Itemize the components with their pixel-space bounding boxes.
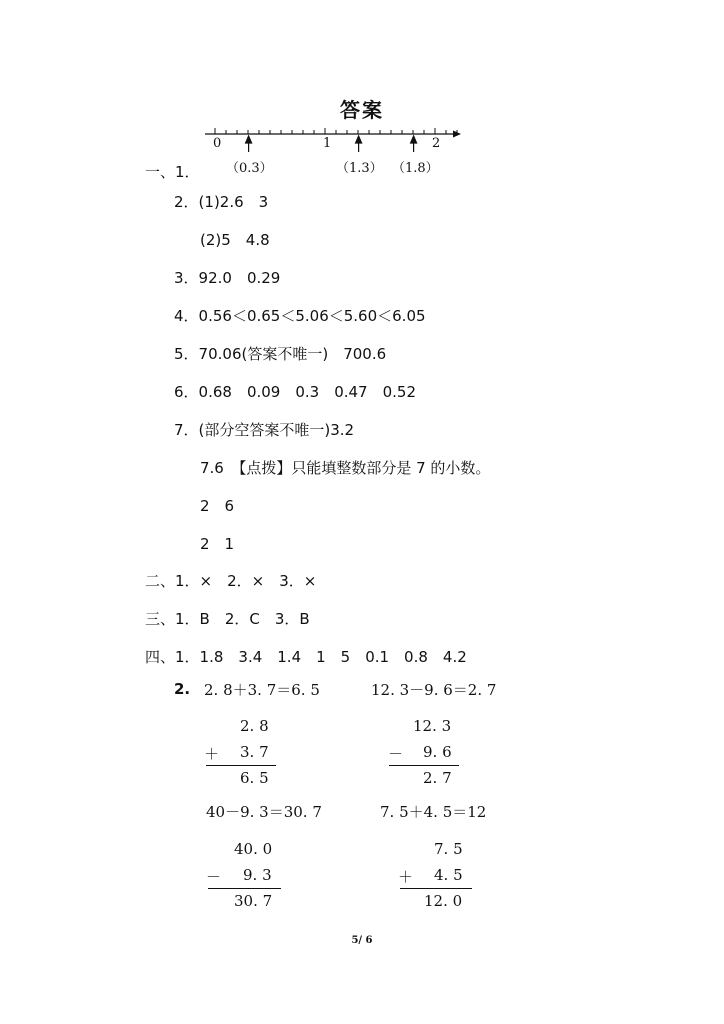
section4-q1: 四、1．1.8 3.4 1.4 1 5 0.1 0.8 4.2 — [145, 648, 467, 666]
marked-value-2: （1.3） — [336, 161, 383, 176]
answer-1-7: 7．(部分空答案不唯一)3.2 — [174, 421, 355, 439]
vcalc4-rule — [400, 888, 472, 889]
answer-1-7d: 2 1 — [200, 535, 235, 553]
vcalc3-top: 40. 0 — [234, 840, 273, 858]
answer-1-5: 5．70.06(答案不唯一) 700.6 — [174, 345, 387, 363]
vcalc1-top: 2. 8 — [240, 717, 269, 735]
vcalc1-operator: ＋ — [204, 745, 220, 763]
answer-1-2a: 2．(1)2.6 3 — [174, 193, 269, 211]
answer-1-3: 3．92.0 0.29 — [174, 269, 281, 287]
vcalc3-rule — [208, 888, 281, 889]
tick-label-2: 2 — [432, 136, 441, 151]
equation-4: 7. 5＋4. 5＝12 — [380, 803, 487, 821]
vcalc2-result: 2. 7 — [423, 769, 452, 787]
vcalc2-rule — [389, 765, 459, 766]
vcalc4-operator: ＋ — [398, 868, 414, 886]
vcalc2-operator: － — [388, 745, 404, 763]
section3-answers: 三、1．B 2．C 3．B — [145, 610, 310, 628]
vcalc2-top: 12. 3 — [413, 717, 452, 735]
tick-label-1: 1 — [323, 136, 332, 151]
vcalc2-bottom: 9. 6 — [423, 743, 452, 761]
section2-answers: 二、1．× 2．× 3．× — [145, 572, 317, 590]
vcalc4-bottom: 4. 5 — [434, 866, 463, 884]
equation-1: 2. 8＋3. 7＝6. 5 — [204, 681, 320, 699]
equation-3: 40－9. 3＝30. 7 — [206, 803, 322, 821]
page-number: 5/ 6 — [351, 935, 373, 946]
answer-1-7c: 2 6 — [200, 497, 235, 515]
answer-1-2b: (2)5 4.8 — [200, 231, 270, 249]
section4-q2-number: 2. — [174, 680, 191, 698]
answer-1-6: 6．0.68 0.09 0.3 0.47 0.52 — [174, 383, 416, 401]
page-title: 答案 — [340, 98, 384, 122]
answer-1-4: 4．0.56＜0.65＜5.06＜5.60＜6.05 — [174, 307, 426, 325]
marked-value-1: （0.3） — [226, 161, 273, 176]
answer-1-7b: 7.6 【点拨】只能填整数部分是 7 的小数。 — [200, 459, 491, 477]
vcalc4-top: 7. 5 — [434, 840, 463, 858]
vcalc3-bottom: 9. 3 — [243, 866, 272, 884]
vcalc3-result: 30. 7 — [234, 892, 273, 910]
section1-prefix: 一、1． — [145, 163, 200, 181]
equation-2: 12. 3－9. 6＝2. 7 — [371, 681, 497, 699]
vcalc1-bottom: 3. 7 — [240, 743, 269, 761]
tick-label-0: 0 — [213, 136, 222, 151]
marked-value-3: （1.8） — [392, 161, 439, 176]
vcalc1-result: 6. 5 — [240, 769, 269, 787]
vcalc3-operator: － — [206, 868, 222, 886]
vcalc4-result: 12. 0 — [424, 892, 463, 910]
vcalc1-rule — [206, 765, 276, 766]
